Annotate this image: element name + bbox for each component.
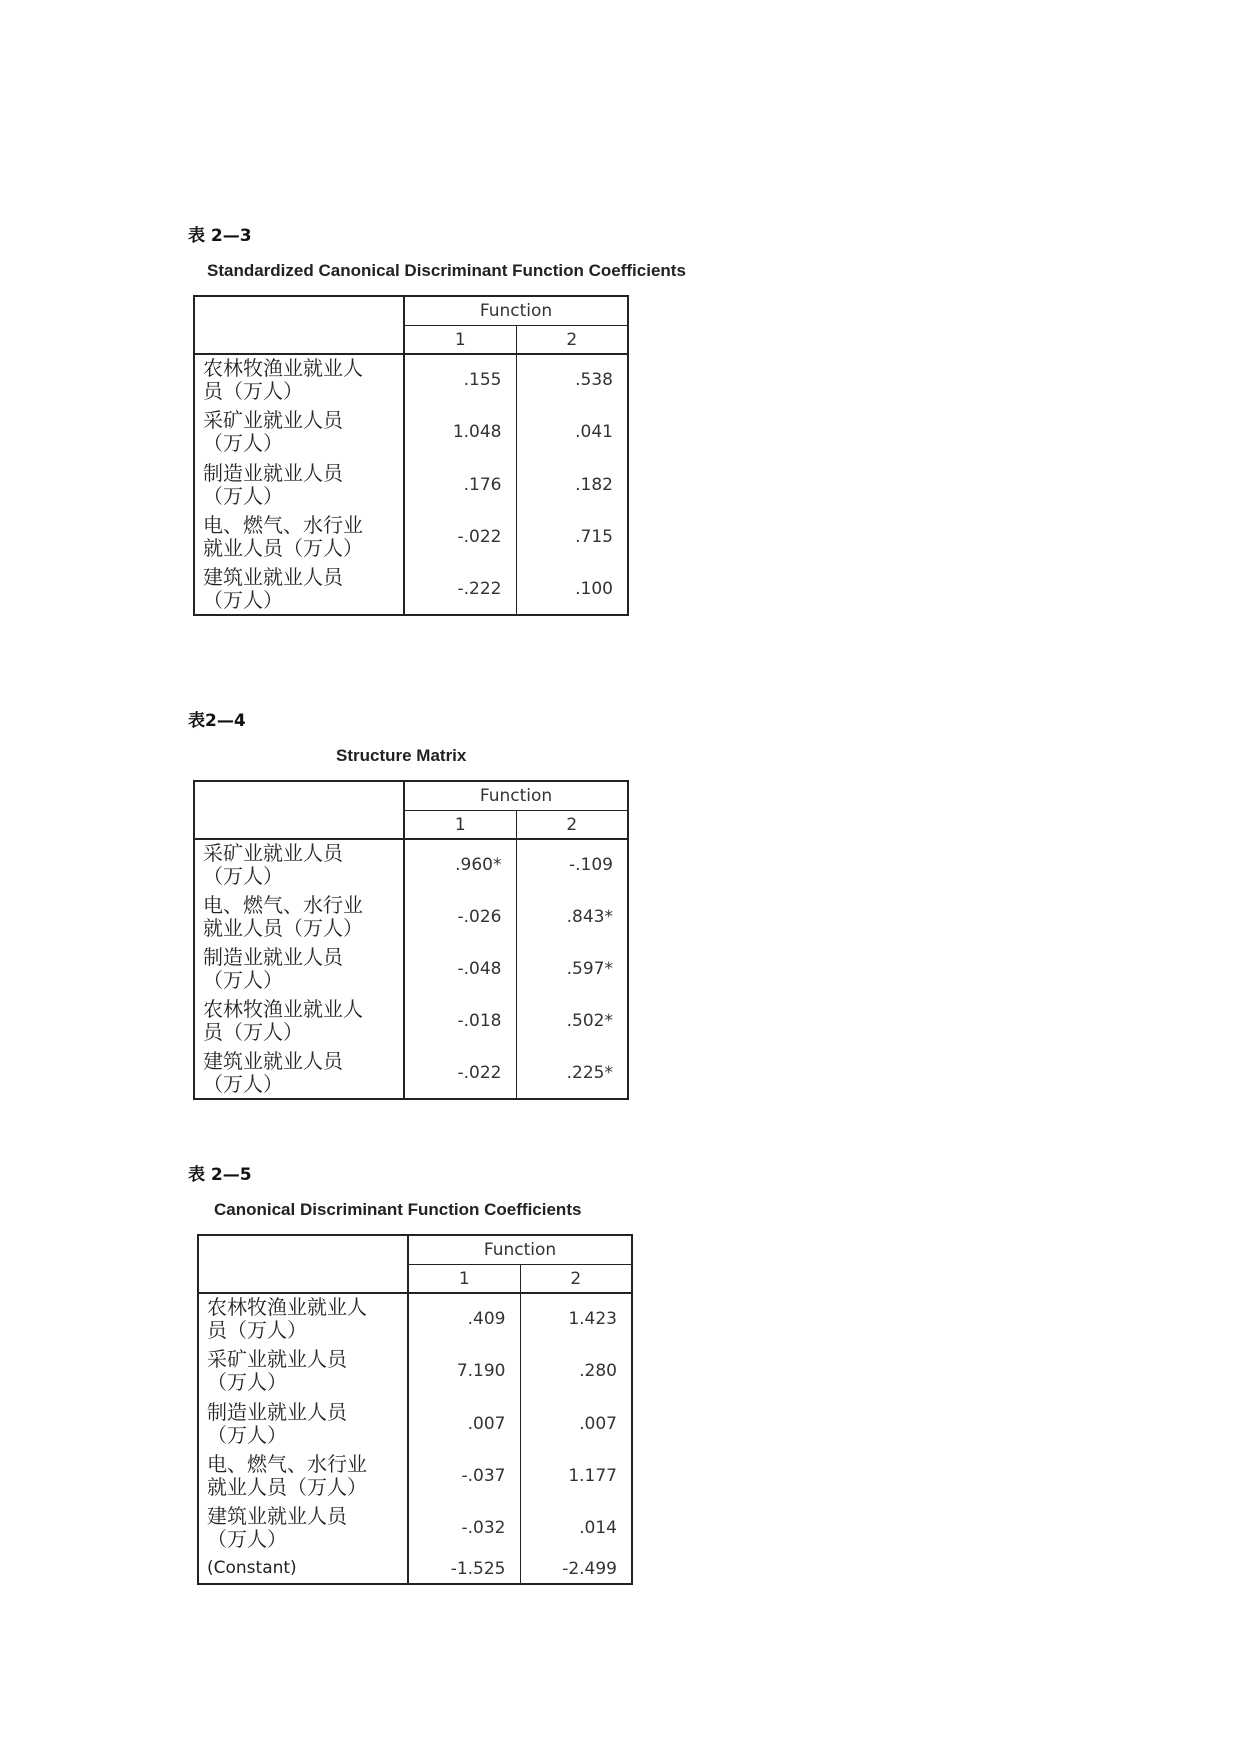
column-header-2: 2: [516, 326, 628, 355]
cell-function-2: .041: [575, 422, 613, 442]
table-caption: 表 2—5: [188, 1165, 252, 1185]
column-header-1: 1: [408, 1265, 520, 1294]
cell-function-2: 1.177: [568, 1466, 617, 1486]
cell-function-1: 1.048: [404, 405, 516, 459]
cell-function-1: .960*: [404, 839, 516, 890]
column-header-1: 1: [404, 326, 516, 355]
cell-function-1: .155: [404, 354, 516, 405]
cell-function-2: .007: [579, 1414, 617, 1434]
cell-function-1: -.026: [404, 890, 516, 943]
cell-function-2: .014: [579, 1518, 617, 1538]
row-label: 制造业就业人员 （万人）: [194, 943, 404, 995]
cell-function-2: 1.423: [568, 1309, 617, 1329]
cell-function-1: -1.525: [408, 1554, 520, 1584]
row-label: 建筑业就业人员 （万人）: [194, 1047, 404, 1099]
function-header: Function: [404, 781, 628, 811]
cell-function-2: .502*: [566, 1011, 613, 1031]
row-label: 电、燃气、水行业 就业人员（万人）: [194, 890, 404, 943]
cell-function-2: .715: [575, 527, 613, 547]
cell-function-2: -2.499: [562, 1558, 617, 1579]
function-header: Function: [404, 296, 628, 326]
cell-function-2: -.109: [569, 855, 613, 875]
table-title: Canonical Discriminant Function Coefficients: [214, 1200, 582, 1219]
row-label: 采矿业就业人员 （万人）: [194, 405, 404, 459]
structure-matrix-table: [193, 780, 629, 1100]
function-header: Function: [408, 1235, 632, 1265]
cell-function-2: .225*: [566, 1062, 613, 1083]
column-header-1: 1: [404, 811, 516, 840]
cell-function-1: .007: [408, 1398, 520, 1450]
cell-function-1: -.022: [404, 1047, 516, 1099]
cell-function-1: -.048: [404, 943, 516, 995]
row-label: 制造业就业人员 （万人）: [198, 1398, 408, 1450]
cell-function-1: -.032: [408, 1502, 520, 1554]
cell-function-1: -.018: [404, 995, 516, 1047]
row-label: 制造业就业人员 （万人）: [194, 459, 404, 511]
row-label: 建筑业就业人员 （万人）: [198, 1502, 408, 1554]
column-header-2: 2: [520, 1265, 632, 1294]
row-label: (Constant): [198, 1554, 408, 1584]
table-caption: 表2—4: [188, 711, 246, 731]
cell-function-1: -.022: [404, 511, 516, 563]
cell-function-1: .409: [408, 1293, 520, 1344]
cell-function-1: -.222: [404, 563, 516, 615]
table-corner: [194, 781, 404, 839]
cell-function-1: 7.190: [408, 1344, 520, 1398]
row-label: 采矿业就业人员 （万人）: [198, 1344, 408, 1398]
cell-function-1: -.037: [408, 1450, 520, 1502]
coefficients-table-standardized: [193, 295, 629, 616]
row-label: 农林牧渔业就业人 员（万人）: [194, 354, 404, 405]
cell-function-1: .176: [404, 459, 516, 511]
cell-function-2: .100: [575, 578, 613, 599]
column-header-2: 2: [516, 811, 628, 840]
row-label: 电、燃气、水行业 就业人员（万人）: [198, 1450, 408, 1502]
table-title: Structure Matrix: [336, 746, 467, 765]
table-corner: [194, 296, 404, 354]
row-label: 电、燃气、水行业 就业人员（万人）: [194, 511, 404, 563]
cell-function-2: .843*: [566, 906, 613, 927]
coefficients-table-unstandardized: [197, 1234, 633, 1585]
table-title: Standardized Canonical Discriminant Function Coefficients: [207, 261, 686, 280]
table-caption: 表 2—3: [188, 226, 252, 246]
cell-function-2: .597*: [566, 959, 613, 979]
row-label: 农林牧渔业就业人 员（万人）: [198, 1293, 408, 1344]
cell-function-2: .538: [575, 370, 613, 390]
cell-function-2: .182: [575, 475, 613, 495]
table-corner: [198, 1235, 408, 1293]
row-label: 采矿业就业人员 （万人）: [194, 839, 404, 890]
row-label: 农林牧渔业就业人 员（万人）: [194, 995, 404, 1047]
cell-function-2: .280: [579, 1361, 617, 1381]
row-label: 建筑业就业人员 （万人）: [194, 563, 404, 615]
